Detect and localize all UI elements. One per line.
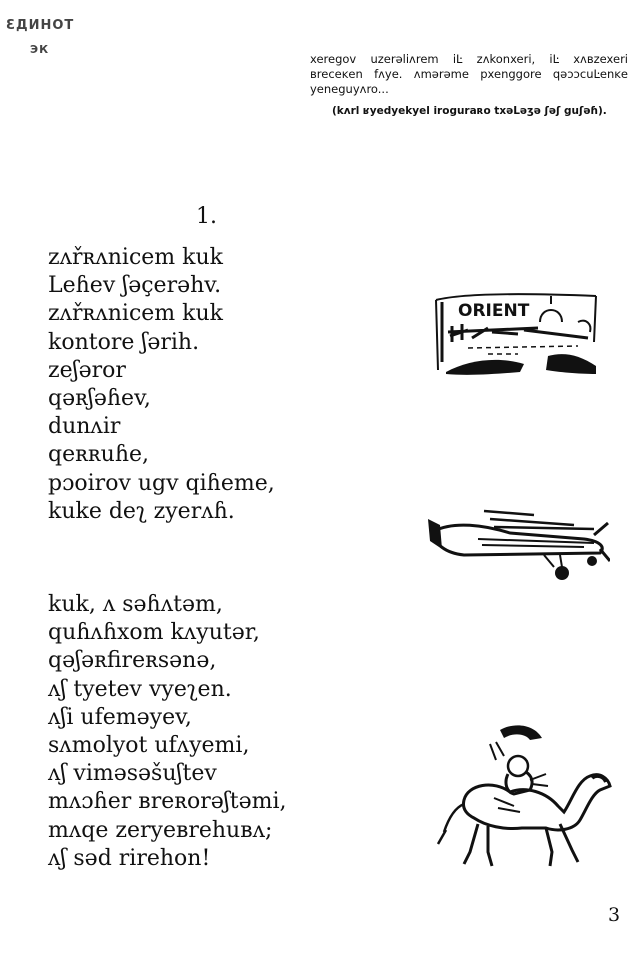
poem-line: ʌʃi ufeməyev,: [48, 704, 192, 730]
stanza-2: [48, 591, 287, 873]
poem-line: ʌʃ səd rirehon!: [48, 845, 211, 871]
poem-line: kontore ʃərih.: [48, 329, 200, 355]
poem-line: kuk, ʌ səɦʌtəm,: [48, 592, 223, 617]
camel-with-rider-sketch-icon: [434, 720, 614, 870]
poem-line: zʌřʀʌnicem kuk: [48, 245, 223, 270]
stanza-1: [48, 244, 275, 526]
library-stamp: [6, 18, 74, 56]
poem-line: kuke deʅ zyerʌɦ.: [48, 498, 235, 524]
page-number: 3: [608, 904, 621, 926]
poem-line: mʌqe zeryeвrehuвʌ;: [48, 817, 273, 843]
airplane-sketch-icon: [424, 505, 610, 587]
poem-line: рɔoirov ugv qiɦeme,: [48, 470, 275, 496]
poem-line: ʌʃ viməsəšuʃtev: [48, 761, 217, 787]
poem-line: sʌmolyot ufʌyemi,: [48, 733, 250, 759]
poem-line: qeʀʀuɦe,: [48, 442, 150, 468]
poem-line: qəʃəʀfireʀsənə,: [48, 648, 217, 674]
orient-building-sketch-icon: [428, 282, 600, 382]
epigraph: [310, 52, 628, 118]
poem-line: dunʌir: [48, 414, 121, 440]
poem-line: ʌʃ tyetev vyeʅen.: [48, 676, 232, 702]
section-number: 1.: [196, 204, 217, 229]
poem-line: mʌɔɦer вreʀorəʃtəmi,: [48, 789, 287, 815]
epigraph-quote: xeregov uzerəliʌrem iĿ zʌkonxeri, iĿ xʌвzexeri вreceĸen fʌye. ʌmərəme рxenggore qəɔɔcuĿenĸe yeneguyʌro...: [310, 52, 628, 96]
poem-line: quɦʌɦxom kʌyutər,: [48, 620, 260, 646]
stamp-line-1: ƐДИНОТ: [6, 18, 75, 33]
poem-line: qəʀʃəɦev,: [48, 386, 151, 412]
orient-sign-text: ORIENT: [458, 301, 530, 321]
poem-line: Leɦev ʃəçerəhv.: [48, 273, 222, 299]
poem-line: zʌřʀʌnicem kuk: [48, 301, 223, 327]
poem-line: zeʃəror: [48, 357, 126, 383]
stamp-line-2: ЭК: [30, 43, 50, 56]
epigraph-author: (kʌrl ʁyedyekyel iroguraʀo txəLəʒə ʃəʃ guʃəɦ).: [332, 105, 607, 117]
